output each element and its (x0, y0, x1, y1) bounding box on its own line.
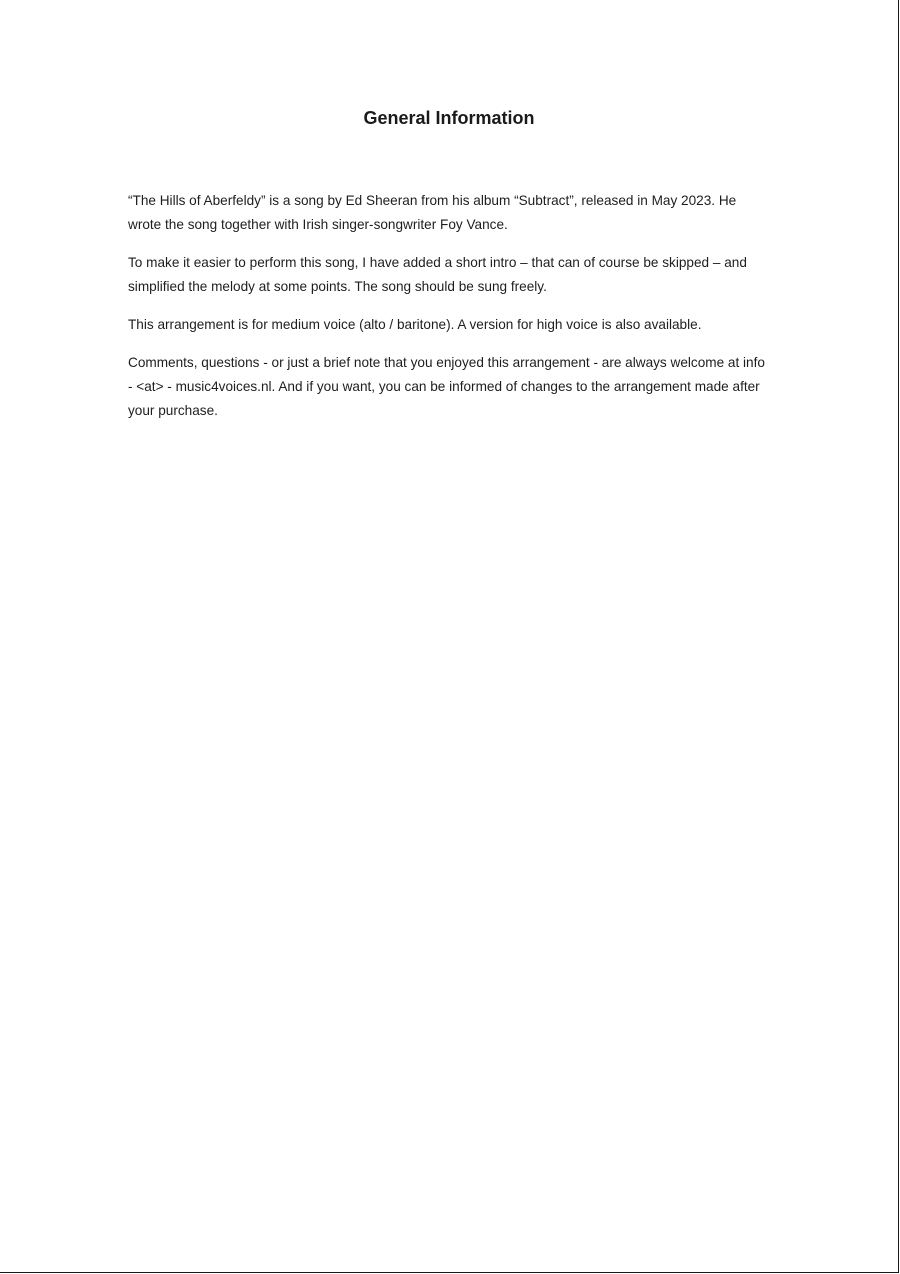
document-body (128, 189, 768, 437)
paragraph-performance-notes: To make it easier to perform this song, I have added a short intro – that can of course be skipped – and simplified the melody at some points. The song should be sung freely. (128, 255, 747, 294)
paragraph-voice-type: This arrangement is for medium voice (alto / baritone). A version for high voice is also available. (128, 317, 702, 332)
paragraph-contact: Comments, questions - or just a brief note that you enjoyed this arrangement - are always welcome at info - <at> - music4voices.nl. And if you want, you can be informed of changes to the arrangement made after your purchase. (128, 355, 765, 418)
paragraph-song-info: “The Hills of Aberfeldy” is a song by Ed Sheeran from his album “Subtract”, released in May 2023. He wrote the song together with Irish singer-songwriter Foy Vance. (128, 193, 737, 232)
page-title: General Information (363, 108, 535, 128)
